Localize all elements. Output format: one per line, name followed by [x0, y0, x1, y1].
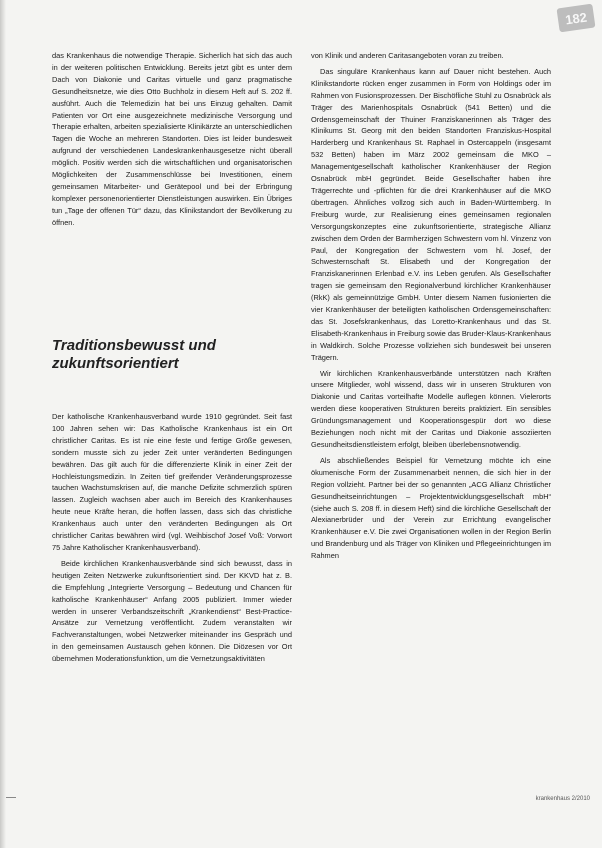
page-number: 182	[564, 9, 588, 27]
right-column	[311, 50, 551, 566]
section-heading: Traditionsbewusst und zukunftsorientiert	[52, 337, 216, 372]
paragraph: Der katholische Krankenhausverband wurde 1910 gegründet. Seit fast 100 Jahren sehen wir: Das Katholische Krankenhaus ist ein Ort christlicher Caritas. Es ist nie eine feste und fertige Größe gewesen, sondern musste sich zu jeder Zeit unter veränderten Bedingungen bewähren. Das gilt auch für die differenzierte Klinik in einer Zeit der Hochleistungsmedizin. In Zeiten tief greifender Veränderungsprozesse tauchen Wachstumskrisen auf, die manche Defizite schmerzlich spüren lassen. Zugleich wachsen aber auch im Bereich des Krankenhauses heute neue Kräfte heran, die hoffen lassen, dass sich das christliche Krankenhaus auch unter den veränderten Bedingungen als Ort christlicher Caritas bewähren wird (vgl. Weihbischof Josef Voß: Vorwort 75 Jahre Katholischer Krankenhausverband).	[52, 412, 292, 552]
page-number-badge	[557, 4, 596, 33]
paragraph: das Krankenhaus die notwendige Therapie. Sicherlich hat sich das auch in der weiteren politischen Entwicklung. Bereits jetzt gibt es unter dem Dach von Diakonie und Caritas virtuelle und ganz pragmatische Gesundheitsnetze, wie dies Otto Buchholz in diesem Heft auf S. 202 ff. ausführt. Auch die Telemedizin hat bei uns Einzug gehalten. Damit Patienten vor Ort eine ausgezeichnete medizinische Versorgung und Therapie erhalten, arbeiten spezialisierte Klinikärzte an unterschiedlichen Tagen die Woche an mehreren Standorten. Dies ist leider bundesweit aufgrund der verschiedenen Landeskrankenhausgesetze nicht überall möglich. Positiv werden sich die wirtschaftlichen und organisatorischen Möglichkeiten der Zusammenschlüsse bei Investitionen, einem gemeinsamen Mitarbeiter- und Gerätepool und bei der Erbringung komplexer personenorientierter Dienstleistungen auswirken. Ein Übriges tun „Tage der offenen Tür“ dazu, das Klinikstandort der Bevölkerung zu öffnen.	[52, 51, 292, 227]
paragraph: Beide kirchlichen Krankenhausverbände sind sich bewusst, dass in heutigen Zeiten Netzwerke zukunftsorientiert sind. Der KKVD hat z. B. die Empfehlung „Integrierte Versorgung – Bedeutung und Chancen für katholische Krankenhäuser“ Anfang 2005 publiziert. Immer wieder werden in unserer Verbandszeitschrift „Krankendienst“ Best-Practice-Ansätze zur Vernetzung veröffentlicht. Zudem veranstalten wir Fachveranstaltungen, wobei Netzwerker miteinander ins Gespräch und in den gemeinsamen Austausch gehen können. Die Diözesen vor Ort übernehmen Moderationsfunktion, um die Vernetzungsaktivitäten	[52, 558, 292, 664]
paragraph: von Klinik und anderen Caritasangeboten voran zu treiben.	[311, 51, 504, 60]
paragraph: Das singuläre Krankenhaus kann auf Dauer nicht bestehen. Auch Klinikstandorte rücken enger zusammen in Form von Holdings oder im Rahmen von Fusionsprozessen. Der Bischöfliche Stuhl zu Osnabrück als Träger des Marienhospitals Osnabrück (541 Betten) und die Ordensgemeinschaft der Thuiner Franziskanerinnen als Träger des Klinikums St. Georg mit den beiden Standorten Franziskus-Hospital Harderberg und Krankenhaus St. Raphael in Ostercappeln (insgesamt 532 Betten) haben im März 2002 gemeinsam die MKO – Managementgesellschaft katholischer Krankenhäuser der Region Osnabrück mbH gegründet. Beide Gesellschafter haben ihre Trägerrechte und -pflichten für die drei Krankenhäuser auf die MKO übertragen. Ähnliches vollzog sich auch in Baden-Württemberg. In Freiburg wurde, zur Realisierung eines gemeinsamen regionalen Versorgungskonzeptes eine zukunftsorientierte, strategische Allianz zwischen dem Orden der Barmherzigen Schwestern vom hl. Vinzenz von Paul, der Kongregation der Schwestern vom hl. Josef, der Schwesternschaft St. Elisabeth und der Kongregation der Franziskanerinnen Erlenbad e.V. ins Leben gerufen. Als Gesellschafter tragen sie gemeinsam den Regionalverbund kirchlicher Krankenhäuser (RkK) als gemeinnützige GmbH. Unter diesem Namen fusionierten die vier Krankenhäuser der beteiligten katholischen Ordensgemeinschaften: das St. Josefskrankenhaus, das Loretto-Krankenhaus und das St. Elisabeth-Krankenhaus in Freiburg sowie das Bruder-Klaus-Krankenhaus in Waldkirch. Solche Prozesse vollziehen sich bundesweit bei unseren Trägern.	[311, 66, 551, 362]
paragraph: Wir kirchlichen Krankenhausverbände unterstützen nach Kräften unsere Mitglieder, wohl wissend, dass wir in unseren Strukturen von Diakonie und Caritas vorteilhafte Modelle auflegen können. Vielerorts werden diese kooperativen Strukturen bereits praktiziert. Ein sensibles Gründungsmanagement und Kooperationsgespür dort wo diese Beziehungen noch nicht mit der Caritas und Diakonie assoziierten Gesundheitsdienstleistern erfolgt, bleiben überlebensnotwendig.	[311, 368, 551, 449]
left-column-bottom	[52, 411, 292, 669]
page-footer: krankenhaus 2/2010	[535, 796, 590, 802]
paragraph: Als abschließendes Beispiel für Vernetzung möchte ich eine ökumenische Form der Zusammenarbeit nennen, die sich hier in der Region vollzieht. Partner bei der so genannten „ACG Allianz Christlicher Gesundheitseinrichtungen – Projektentwicklungsgesellschaft mbH“ (siehe auch S. 208 ff. in diesem Heft) sind die kirchliche Gesellschaft der Alexianerbrüder und der Verein zur Errichtung evangelischer Krankenhäuser e.V. Die zwei Organisationen wollen in der Region Berlin und Brandenburg und als Träger von Kliniken und Pflegeeinrichtungen im Rahmen	[311, 455, 551, 561]
left-column-top	[52, 50, 292, 233]
page-edge-shadow	[0, 0, 6, 848]
margin-tick	[6, 797, 16, 798]
